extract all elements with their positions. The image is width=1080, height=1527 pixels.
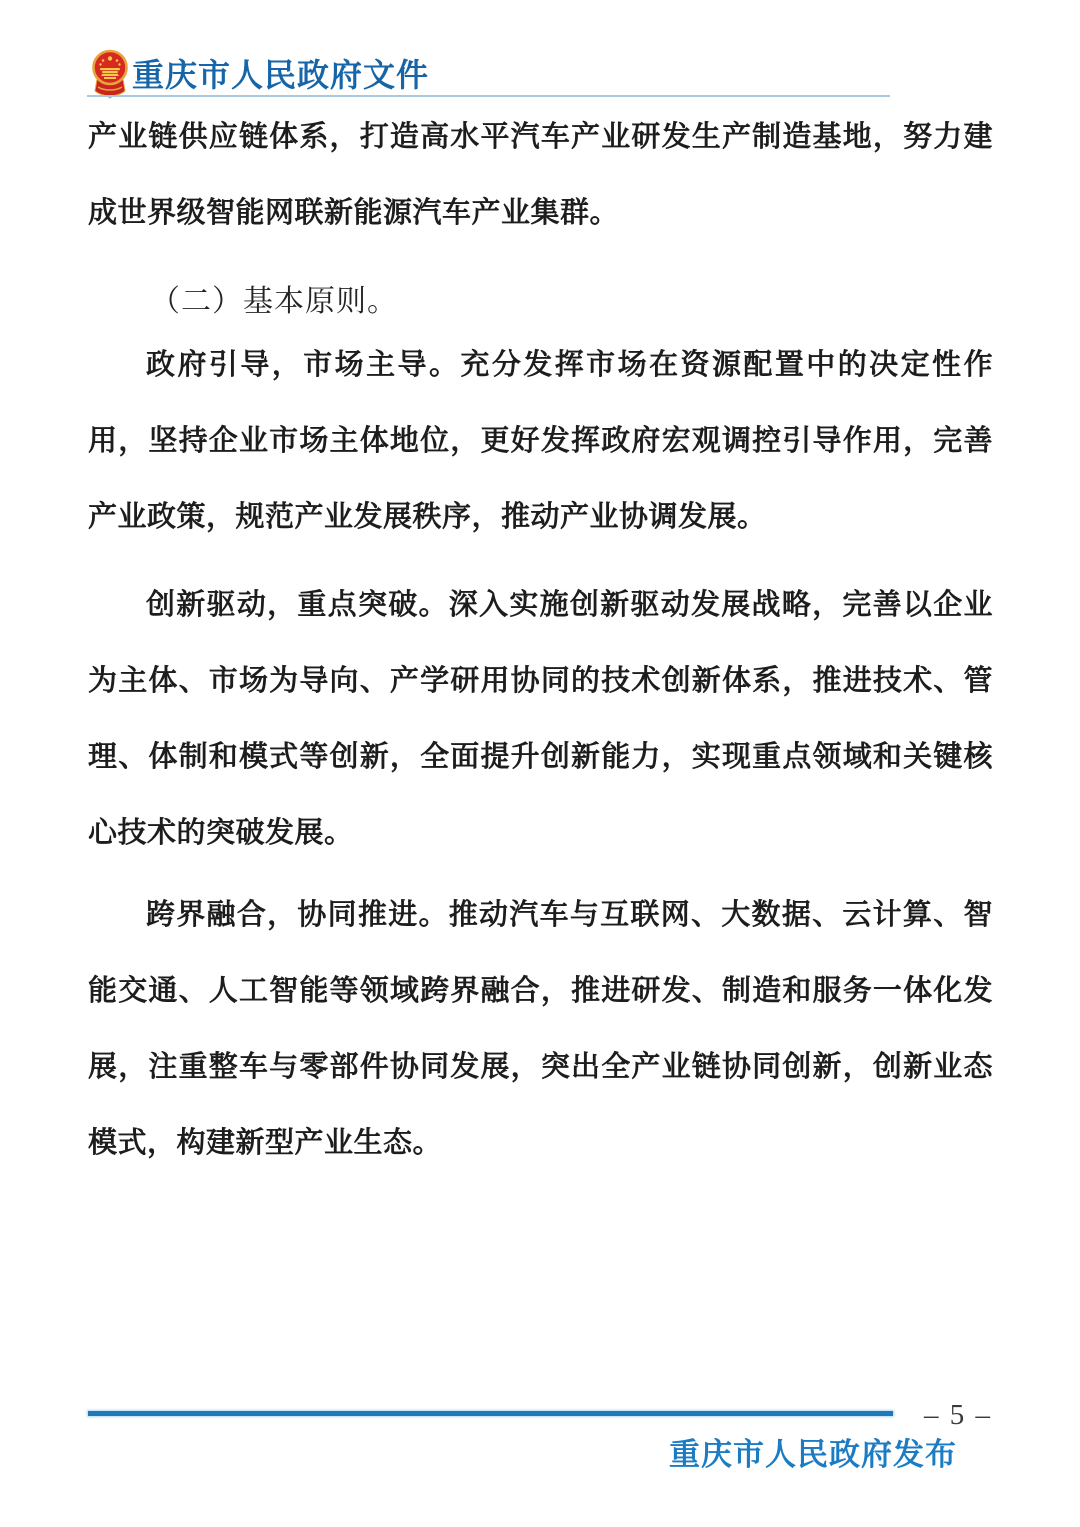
section-heading-basic-principles: （二）基本原则。 (150, 285, 398, 318)
page-number: – 5 – (924, 1399, 992, 1431)
header-rule (87, 95, 890, 97)
national-emblem-icon (89, 49, 131, 99)
paragraph-innovation-driven: 创新驱动，重点突破。深入实施创新驱动发展战略，完善以企业为主体、市场为导向、产学研用协同的技术创新体系，推进技术、管理、体制和模式等创新，全面提升创新能力，实现重点领域和关键核心技术的突破发展。 (88, 589, 993, 849)
paragraph-government-guidance: 政府引导，市场主导。充分发挥市场在资源配置中的决定性作用，坚持企业市场主体地位，更好发挥政府宏观调控引导作用，完善产业政策，规范产业发展秩序，推动产业协调发展。 (88, 349, 993, 533)
letterhead (0, 0, 1080, 100)
footer-rule (88, 1411, 893, 1416)
paragraph-cross-sector-integration: 跨界融合，协同推进。推动汽车与互联网、大数据、云计算、智能交通、人工智能等领域跨界融合，推进研发、制造和服务一体化发展，注重整车与零部件协同发展，突出全产业链协同创新，创新业态模式，构建新型产业生态。 (88, 899, 993, 1159)
footer-publisher: 重庆市人民政府发布 (669, 1437, 957, 1472)
paragraph-continuation: 产业链供应链体系，打造高水平汽车产业研发生产制造基地，努力建成世界级智能网联新能源汽车产业集群。 (88, 121, 993, 229)
document-letterhead-title: 重庆市人民政府文件 (132, 57, 430, 93)
